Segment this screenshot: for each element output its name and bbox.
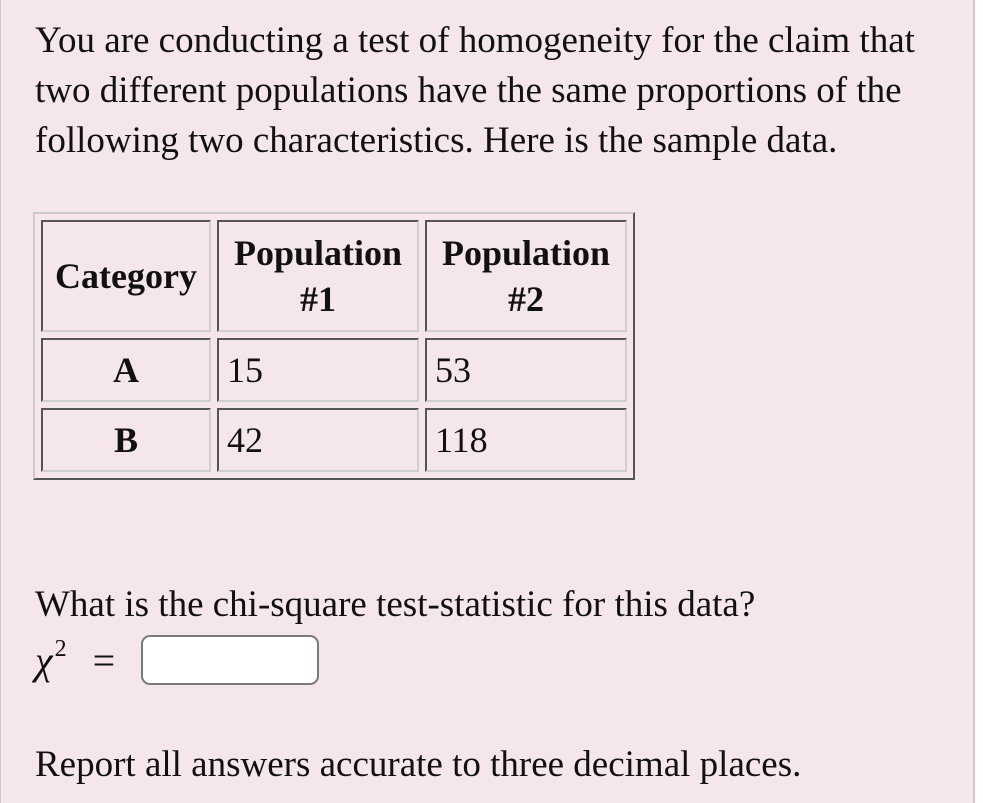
table-row (41, 338, 627, 402)
table-row (41, 408, 627, 472)
cell-population-1: 15 (217, 338, 419, 402)
chi-square-symbol (35, 637, 67, 684)
header-population-1: Population #1 (217, 220, 419, 332)
sample-data-table (33, 212, 635, 480)
table-header-row (41, 220, 627, 332)
cell-population-2: 53 (425, 338, 627, 402)
header-population-2: Population #2 (425, 220, 627, 332)
equals-sign: = (92, 637, 116, 683)
cell-population-1: 42 (217, 408, 419, 472)
answer-row (35, 632, 319, 688)
chi-superscript: 2 (54, 635, 67, 662)
header-category: Category (41, 220, 211, 332)
row-label: B (41, 408, 211, 472)
question-prompt: What is the chi-square test-statistic for this data? (35, 584, 756, 625)
chi-letter: χ (35, 637, 53, 683)
row-label: A (41, 338, 211, 402)
question-intro: You are conducting a test of homogeneity for the claim that two different populations have the same proportions of the following two characteristics. Here is the sample data. (35, 20, 915, 161)
accuracy-note: Report all answers accurate to three decimal places. (35, 744, 802, 785)
chi-square-answer-input[interactable] (141, 635, 319, 685)
cell-population-2: 118 (425, 408, 627, 472)
